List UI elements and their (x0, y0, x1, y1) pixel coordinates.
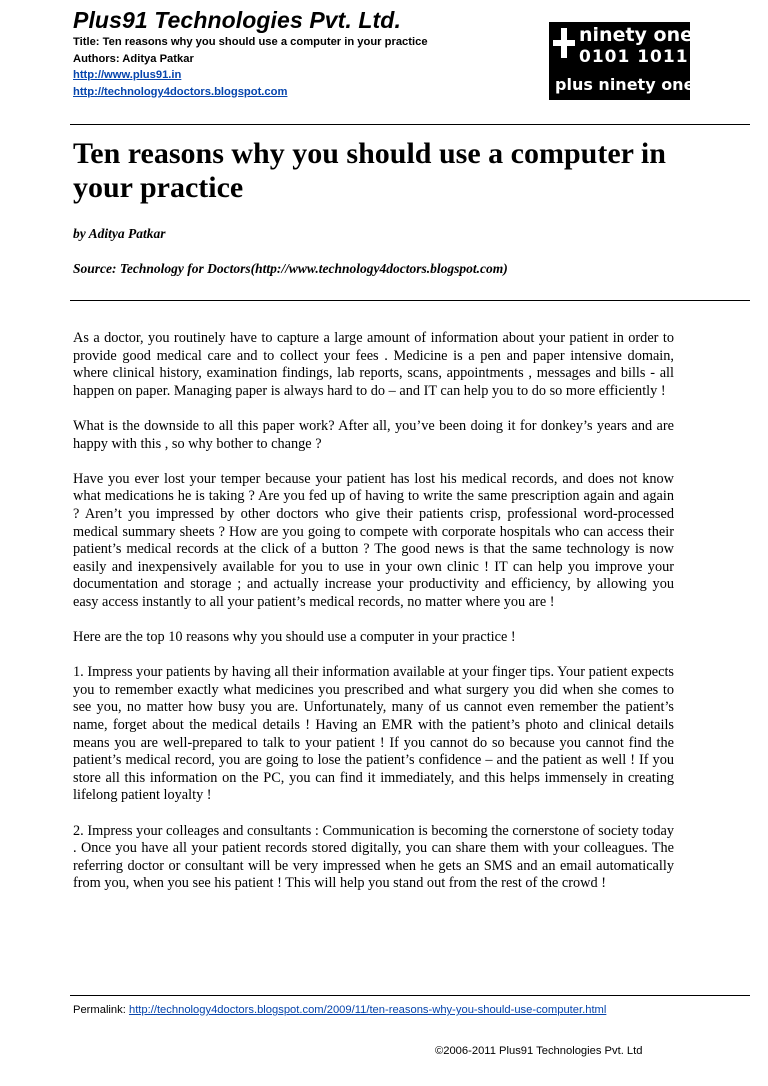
logo-line-1: ninety one (579, 24, 693, 46)
plus-ninety-one-logo (549, 22, 695, 100)
article-body (73, 330, 674, 911)
article-title: Ten reasons why you should use a computer in your practice (73, 137, 666, 204)
plus-icon (553, 26, 575, 60)
title-divider (70, 300, 750, 301)
paragraph: As a doctor, you routinely have to capture a large amount of information about your patient in order to provide good medical care and to collect your fees . Medicine is a pen and paper intensive domain, where clinical history, examination findings, lab reports, scans, appointments , messages and bills - all happen on paper. Managing paper is always hard to do – and IT can help you to do so more efficiently ! (73, 330, 674, 399)
permalink-link[interactable]: http://technology4doctors.blogspot.com/2009/11/ten-reasons-why-you-should-use-computer.html (128, 1004, 607, 1016)
blog-link[interactable]: http://technology4doctors.blogspot.com (73, 85, 288, 98)
header-divider (70, 124, 750, 125)
document-header (73, 6, 533, 100)
plus91-link[interactable]: http://www.plus91.in (73, 69, 182, 81)
logo-line-2: 0101 1011 (579, 47, 689, 67)
footer-divider (70, 995, 750, 996)
paragraph: Have you ever lost your temper because your patient has lost his medical records, and does not know what medications he is taking ? Are you fed up of having to write the same prescription again and again ? Aren’t you impressed by other doctors who give their patients crisp, professional word-processed medical summary sheets ? How are you going to compete with corporate hospitals who can access their patient’s medical records at the click of a button ? The good news is that the same technology is now easily and inexpensively available for you to use in your own clinic ! IT can help you improve your documentation and storage ; and actually increase your productivity and efficiency, by allowing you easy access instantly to all your patient’s medical records, no matter where you are ! (73, 470, 674, 610)
company-name: Plus91 Technologies Pvt. Ltd. (73, 7, 401, 33)
permalink (73, 1002, 713, 1019)
copyright-notice: ©2006-2011 Plus91 Technologies Pvt. Ltd (435, 1045, 643, 1057)
paragraph: Here are the top 10 reasons why you should use a computer in your practice ! (73, 629, 516, 646)
paragraph: What is the downside to all this paper work? After all, you’ve been doing it for donkey’s years and are happy with this , so why bother to change ? (73, 417, 674, 452)
header-authors-line: Authors: Aditya Patkar (73, 52, 194, 65)
article-source: Source: Technology for Doctors(http://www.technology4doctors.blogspot.com) (73, 261, 508, 276)
permalink-label: Permalink: (73, 1004, 129, 1016)
header-title-line: Title: Ten reasons why you should use a computer in your practice (73, 36, 428, 48)
logo-line-3: plus ninety one (555, 75, 695, 94)
article-byline: by Aditya Patkar (73, 226, 166, 241)
paragraph: 1. Impress your patients by having all their information available at your finger tips. Your patient expects you to remember exactly what medicines you prescribed and what surgery you did when she comes to see you, no matter how busy you are. Unfortunately, many of us cannot even remember the patient’s name, forget about the medical details ! Having an EMR with the patient’s photo and clinical details means you are well-prepared to talk to your patient ! If you cannot do so because you cannot find the patient’s medical record, you are going to lose the patient’s confidence – and the patient as well ! If you store all this information on the PC, you can find it immediately, and this helps immensely in creating lifelong patient loyalty ! (73, 664, 674, 804)
paragraph: 2. Impress your colleages and consultants : Communication is becoming the cornerstone of society today . Once you have all your patient records stored digitally, you can share them with your colleagues. The referring doctor or consultant will be very impressed when he gets an SMS and an email automatically from you, when you see his patient ! This will help you stand out from the rest of the crowd ! (73, 822, 674, 892)
